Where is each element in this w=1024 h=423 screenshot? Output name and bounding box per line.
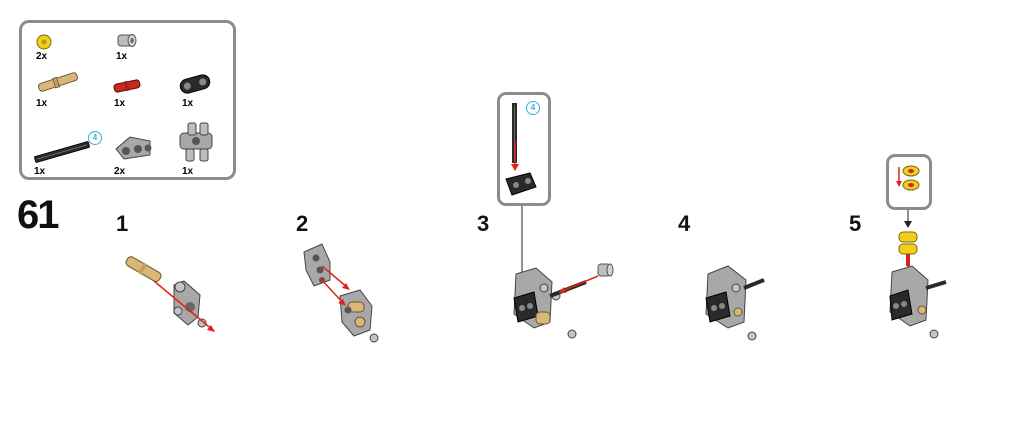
step-3-callout	[497, 92, 551, 206]
step-4-illustration	[700, 262, 770, 344]
page-number: 61	[17, 193, 58, 237]
connector-assembly-part	[174, 119, 218, 165]
connector-assembly-quantity: 1x	[182, 166, 194, 177]
callout-axle-illustration	[500, 95, 548, 203]
black-beam-part	[177, 73, 213, 95]
double-bush-part	[114, 29, 138, 51]
step-3-illustration	[500, 204, 620, 344]
step-2-illustration	[300, 240, 390, 345]
red-pin-part	[112, 77, 142, 95]
tan-axle-pin-quantity: 1x	[36, 98, 48, 109]
step-5-callout	[886, 154, 932, 210]
step-1-illustration	[118, 255, 223, 345]
axle-length-badge: 4	[88, 131, 102, 145]
step-4-label: 4	[678, 211, 691, 236]
step-2-label: 2	[296, 211, 309, 236]
step-1-label: 1	[116, 211, 129, 236]
triple-connector-part	[110, 129, 156, 163]
black-axle-part	[32, 139, 92, 165]
triple-connector-quantity: 2x	[114, 166, 126, 177]
callout-bush-illustration	[889, 157, 929, 207]
yellow-bush-quantity: 2x	[36, 51, 48, 62]
parts-list-box	[19, 20, 236, 180]
black-beam-quantity: 1x	[182, 98, 194, 109]
yellow-bush-part	[35, 33, 53, 51]
step-5-illustration	[878, 210, 958, 344]
double-bush-quantity: 1x	[116, 51, 128, 62]
black-axle-quantity: 1x	[34, 166, 46, 177]
step-5-label: 5	[849, 211, 862, 236]
step-3-label: 3	[477, 211, 490, 236]
tan-axle-pin-part	[34, 71, 82, 93]
red-pin-quantity: 1x	[114, 98, 126, 109]
callout-axle-length-badge: 4	[526, 101, 540, 115]
